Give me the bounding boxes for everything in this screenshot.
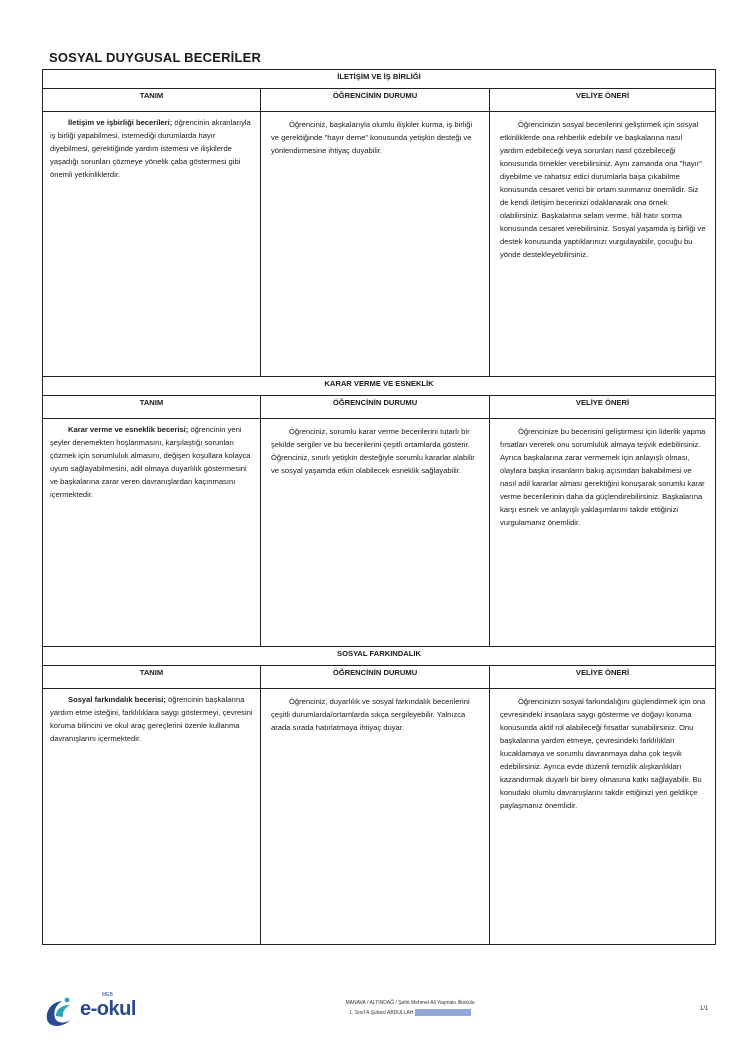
column-header-row (43, 666, 716, 689)
column-header-oneri: VELİYE ÖNERİ (490, 396, 716, 419)
logo-small-text: MEB (102, 992, 113, 998)
column-header-tanim: TANIM (43, 89, 261, 112)
student-status-text: Öğrenciniz, sorumlu karar verme becerilerini tutarlı bir şekilde sergiler ve bu becerilerini çeşitli ortamlarda gösterir. Öğrenciniz, sınırlı yetişkin desteğiyle sorumlu kararlar alabilir ve sosyal yaşamda etkin olabilecek esneklik sağlayabilir. (271, 427, 475, 475)
footer-line-1: MANAVA / ALTINDAĞ / Şehit Mehmet Ali Yaşmakı İlkokulu (345, 1000, 475, 1006)
column-header-row (43, 89, 716, 112)
section-heading-row (43, 70, 716, 89)
logo-text: e-okul (80, 998, 136, 1020)
table-row (43, 419, 716, 647)
column-header-durum: ÖĞRENCİNİN DURUMU (261, 89, 490, 112)
column-header-row (43, 396, 716, 419)
column-header-oneri: VELİYE ÖNERİ (490, 89, 716, 112)
parent-advice-cell (490, 689, 716, 945)
column-header-durum: ÖĞRENCİNİN DURUMU (261, 666, 490, 689)
definition-cell (43, 112, 261, 377)
student-status-text: Öğrenciniz, başkalarıyla olumlu ilişkiler kurma, iş birliği ve gerektiğinde "hayır deme" konusunda yetişkin desteği ve yönlendirmesine ihtiyaç duyabilir. (271, 120, 473, 155)
e-okul-swoosh-icon (42, 996, 76, 1028)
footer-line-2: 1. Sınıf A Şubesi ABDULLAH (349, 1010, 414, 1016)
parent-advice-cell (490, 419, 716, 647)
footer-line-2-wrap (300, 1008, 520, 1018)
definition-title: İletişim ve işbirliği becerileri; (68, 118, 173, 127)
parent-advice-cell (490, 112, 716, 377)
definition-text: öğrencinin yeni şeyler denemekten hoşlanmasını, karşılaştığı sorunları çözmek için sorumluluk almasını, değişen koşullara kolayca uyum sağlayabilmesini, adil olmaya duyarlılık göstermesini ve başkalarına zarar veren davranışlardan kaçınmasını içermektedir. (50, 425, 251, 499)
footer-school-info (300, 998, 520, 1018)
section-heading: SOSYAL FARKINDALIK (43, 647, 716, 666)
table-row (43, 689, 716, 945)
section-heading-row (43, 647, 716, 666)
definition-text: öğrencinin başkalarına yardım etme isteğini, farklılıklara saygı göstermeyi, çevresini koruma bilincini ve okul araç gereçlerini özenle kullanma davranışlarını içermektedir. (50, 695, 253, 743)
document-title: SOSYAL DUYGUSAL BECERİLER (49, 50, 262, 65)
column-header-oneri: VELİYE ÖNERİ (490, 666, 716, 689)
column-header-tanim: TANIM (43, 666, 261, 689)
parent-advice-text: Öğrencinize bu becerisini geliştirmesi için liderlik yapma fırsatları vererek onu sorumluluk almaya teşvik edebilirsiniz. Ayrıca başkalarına zarar vermemek için anlayışlı olması, olaylara başka insanların bakış açısından bakabilmesi ve nasıl adil kararlar alması gerektiğini konuşarak sorumlu karar verme becerilerinin daha da güçlendirebilirsiniz. Başkalarına karşı esnek ve anlayışlı yaklaşımlarını takdir ettiğinizi vurgulamanız önemlidir. (500, 427, 706, 527)
definition-cell (43, 689, 261, 945)
definition-title: Karar verme ve esneklik becerisi; (68, 425, 189, 434)
student-status-cell (261, 689, 490, 945)
student-status-cell (261, 112, 490, 377)
parent-advice-text: Öğrencinizin sosyal farkındalığını güçlendirmek için ona çevresindeki insanlara saygı gösterme ve doğayı koruma konusunda aktif rol alabileceği fırsatlar sunabilirsiniz. Onu başkalarına yardım etmeye, çevresindeki farklılıkları kucaklamaya ve sorumlu davranmaya daha çok teşvik edebilirsiniz. Ayrıca evde düzenli temizlik alışkanlıkları kazandırmak duyarlı bir birey olmasına katkı sağlayabilir. Bu konudaki olumlu davranışlarını takdir ettiğinizi yeri geldikçe paylaşmanız önemlidir. (500, 697, 706, 810)
redacted-name (415, 1009, 471, 1016)
definition-text: öğrencinin akranlarıyla iş birliği yapabilmesi, istemediği durumlarda hayır diyebilmesi, gerektiğinde yardım istemesi ve ilişkilerde yaşadığı sorunları çözmeye yönelik çaba göstermesi gibi önemli yetkinliklerdir. (50, 118, 251, 179)
section-heading: İLETİŞİM VE İŞ BİRLİĞİ (43, 70, 716, 89)
student-status-text: Öğrenciniz, duyarlılık ve sosyal farkındalık becerilerini çeşitli durumlarda/ortamlarda sıkça sergileyebilir. Yalnızca arada sırada hatırlatmaya ihtiyaç duyar. (271, 697, 470, 732)
table-row (43, 112, 716, 377)
section-heading: KARAR VERME VE ESNEKLİK (43, 377, 716, 396)
page-number: 1/1 (700, 1006, 709, 1012)
column-header-durum: ÖĞRENCİNİN DURUMU (261, 396, 490, 419)
column-header-tanim: TANIM (43, 396, 261, 419)
section-heading-row (43, 377, 716, 396)
skills-table (42, 69, 716, 945)
student-status-cell (261, 419, 490, 647)
definition-cell (43, 419, 261, 647)
parent-advice-text: Öğrencinizin sosyal becerilerini geliştirmek için sosyal etkinliklerde ona rehberlik edebilir ve başkalarına nasıl yardım edebileceği veya sorunları nasıl çözebileceği konusunda örnekler verebilirsiniz. Aynı zamanda ona "hayır" diyebilme ve rahatsız edici durumlarla başa çıkabilme konusunda cesaret verici bir ortam sunmanız önemlidir. Siz de kendi iletişim becerinizi odaklanarak ona örnek olabilirsiniz. Başkalarına selam verme, hâl hatır sorma konusunda cesaret verebilirsiniz. Sosyal yaşamda iş birliği ve destek konusunda yaptıklarınızı vurgulayabilir, çocuğu bu yönde destekleyebilirsiniz. (500, 120, 706, 259)
definition-title: Sosyal farkındalık becerisi; (68, 695, 166, 704)
e-okul-logo (40, 990, 150, 1030)
